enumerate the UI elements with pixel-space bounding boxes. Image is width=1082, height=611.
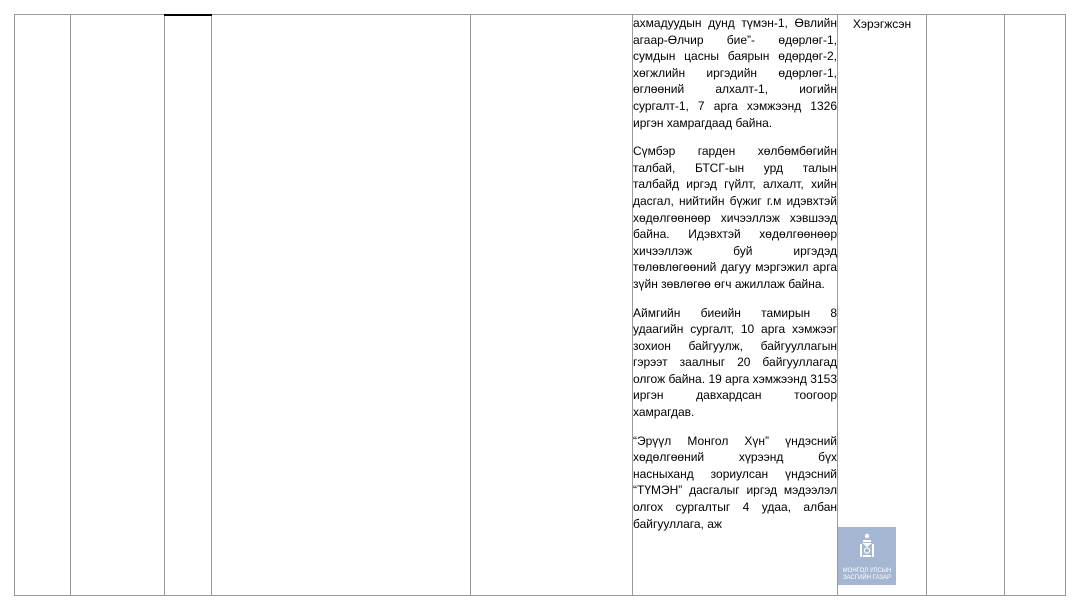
description-paragraph: ахмадуудын дунд түмэн-1, Өвлийн агаар-Өлчир бие”- өдөрлөг-1, сумдын цасны баярын өдөрдөг-2, хөгжлийн иргэдийн өдөрлөг-1, өглөөний алхалт-1, иогийн сургалт-1, 7 арга хэмжээнд 1326 иргэн хамрагдаад байна. — [633, 16, 837, 130]
table-column-divider — [837, 14, 838, 596]
government-logo-watermark — [838, 527, 896, 585]
description-paragraph: “Эрүүл Монгол Хүн” үндэсний хөдөлгөөний хүрээнд бүх насныханд зориулсан үндэсний “ТҮМЭН” дасгалыг иргэд мэдээлэл олгох сургалтыг 4 удаа, албан байгууллага, аж — [633, 433, 837, 531]
table-column-divider — [926, 14, 927, 596]
table-column-divider — [470, 14, 471, 596]
table-cell-top-border — [164, 14, 212, 16]
activity-description-cell — [633, 14, 837, 596]
description-paragraph: Аймгийн биеийн тамирын 8 удаагийн сургалт, 10 арга хэмжээг зохион байгуулж, байгууллагын гэрээт заалныг 20 байгууллагад олгож байна. 19 арга хэмжээнд 3153 иргэн давхардсан тоогоор хамрагдав. — [633, 305, 837, 420]
document-table — [14, 14, 1066, 596]
logo-line-1: МОНГОЛ УЛСЫН — [842, 568, 892, 574]
table-bottom-border — [14, 595, 1066, 596]
logo-caption — [843, 568, 892, 582]
table-column-divider — [70, 14, 71, 596]
status-cell: Хэрэгжсэн — [852, 17, 912, 31]
table-column-divider — [164, 14, 165, 596]
table-column-divider — [1004, 14, 1005, 596]
table-column-divider — [211, 14, 212, 596]
soyombo-emblem-icon — [857, 533, 877, 559]
logo-line-2: ЗАСГИЙН ГАЗАР — [842, 575, 892, 581]
description-paragraph: Сүмбэр гарден хөлбөмбөгийн талбай, БТСГ-ын урд талын талбайд иргэд гүйлт, алхалт, хийн дасгал, нийтийн бүжиг г.м идэвхтэй хөдөлгөөнөөр хичээллэж хэвшээд байна. Идэвхтэй хөдөлгөөнөөр хичээллэж буй иргэдэд төлөвлөгөөний дагуу мэргэжил арга зүйн зөвлөгөө өгч ажиллаж байна. — [633, 144, 837, 291]
table-column-divider — [1065, 14, 1066, 596]
